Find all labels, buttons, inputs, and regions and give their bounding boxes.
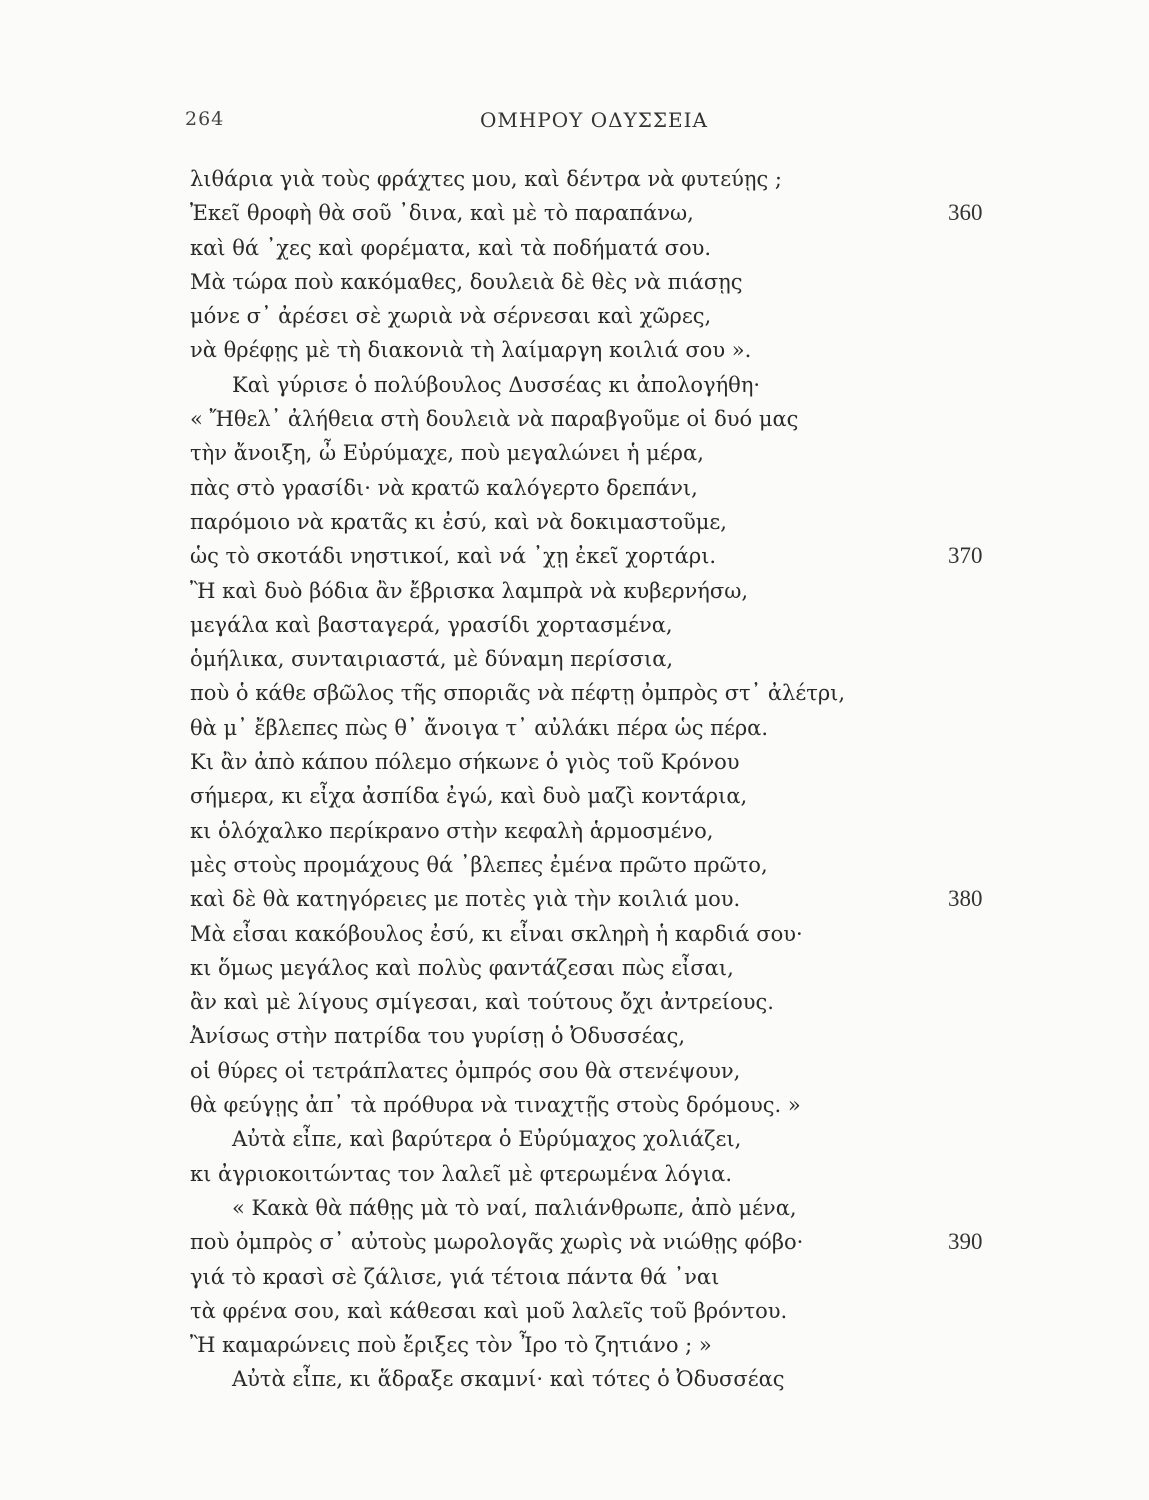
- verse-text: μόνε σ᾿ ἀρέσει σὲ χωριὰ νὰ σέρνεσαι καὶ χῶρες,: [190, 304, 712, 329]
- running-title: ΟΜΗΡΟΥ ΟΔΥΣΣΕΙΑ: [480, 108, 708, 132]
- verse-text: ποὺ ὀμπρὸς σ᾿ αὐτοὺς μωρολογᾶς χωρὶς νὰ νιώθῃς φόβο·: [190, 1230, 804, 1255]
- verse-text: ποὺ ὁ κάθε σβῶλος τῆς σποριᾶς νὰ πέφτῃ ὀμπρὸς στ᾿ ἀλέτρι,: [190, 681, 846, 706]
- verse-line: [0, 368, 1149, 402]
- verse-text: Αὐτὰ εἶπε, καὶ βαρύτερα ὁ Εὐρύμαχος χολιάζει,: [232, 1127, 742, 1152]
- verse-line: [0, 1362, 1149, 1396]
- page-header: [0, 108, 1149, 138]
- verse-line: [0, 1054, 1149, 1088]
- verse-text: οἱ θύρες οἱ τετράπλατες ὀμπρός σου θὰ στενέψουν,: [190, 1058, 741, 1083]
- verse-line: [0, 436, 1149, 470]
- verse-text: γιά τὸ κρασὶ σὲ ζάλισε, γιά τέτοια πάντα θά ᾿ναι: [190, 1264, 720, 1289]
- verse-line: [0, 196, 1149, 230]
- verse-text: πὰς στὸ γρασίδι· νὰ κρατῶ καλόγερτο δρεπάνι,: [190, 475, 698, 500]
- verse-text: « Κακὰ θὰ πάθῃς μὰ τὸ ναί, παλιάνθρωπε, ἀπὸ μένα,: [232, 1195, 797, 1220]
- page-number: 264: [185, 108, 225, 130]
- verse-line: [0, 333, 1149, 367]
- verse-text: μὲς στοὺς προμάχους θά ᾿βλεπες ἐμένα πρῶτο πρῶτο,: [190, 852, 768, 877]
- verse-line: [0, 1225, 1149, 1259]
- verse-text: τὴν ἄνοιξη, ὦ Εὐρύμαχε, ποὺ μεγαλώνει ἡ μέρα,: [190, 441, 704, 466]
- verse-line: [0, 779, 1149, 813]
- line-number: 370: [948, 543, 983, 569]
- verse-line: [0, 1157, 1149, 1191]
- verse-line: [0, 642, 1149, 676]
- verse-text: θὰ μ᾿ ἔβλεπες πὼς θ᾿ ἄνοιγα τ᾿ αὐλάκι πέρα ὡς πέρα.: [190, 715, 769, 740]
- verse-text: τὰ φρένα σου, καὶ κάθεσαι καὶ μοῦ λαλεῖς τοῦ βρόντου.: [190, 1298, 788, 1323]
- verse-text: Κι ἂν ἀπὸ κάπου πόλεμο σήκωνε ὁ γιὸς τοῦ Κρόνου: [190, 750, 740, 775]
- verse-text: καὶ θά ᾿χες καὶ φορέματα, καὶ τὰ ποδήματά σου.: [190, 235, 712, 260]
- verse-text: Ἐκεῖ θροφὴ θὰ σοῦ ᾿δινα, καὶ μὲ τὸ παραπάνω,: [190, 201, 694, 226]
- verse-line: [0, 985, 1149, 1019]
- verse-line: [0, 162, 1149, 196]
- verse-text: Αὐτὰ εἶπε, κι ἅδραξε σκαμνί· καὶ τότες ὁ Ὀδυσσέας: [232, 1367, 785, 1392]
- verse-text: ἂν καὶ μὲ λίγους σμίγεσαι, καὶ τούτους ὄχι ἀντρείους.: [190, 990, 774, 1015]
- verse-line: [0, 1260, 1149, 1294]
- verse-text: « Ἤθελ᾿ ἀλήθεια στὴ δουλειὰ νὰ παραβγοῦμε οἱ δυό μας: [190, 407, 799, 432]
- verse-text: ὡς τὸ σκοτάδι νηστικοί, καὶ νά ᾿χῃ ἐκεῖ χορτάρι.: [190, 544, 717, 569]
- verse-text: ὁμήλικα, συνταιριαστά, μὲ δύναμη περίσσια,: [190, 647, 674, 672]
- verse-line: [0, 676, 1149, 710]
- verse-line: [0, 1122, 1149, 1156]
- verse-line: [0, 539, 1149, 573]
- verse-line: [0, 917, 1149, 951]
- verse-line: [0, 608, 1149, 642]
- verse-line: [0, 745, 1149, 779]
- verse-text: κι ὅμως μεγάλος καὶ πολὺς φαντάζεσαι πὼς εἶσαι,: [190, 955, 734, 980]
- verse-line: [0, 402, 1149, 436]
- verse-line: [0, 1191, 1149, 1225]
- verse-line: [0, 231, 1149, 265]
- verse-text: Ἢ καὶ δυὸ βόδια ἂν ἔβρισκα λαμπρὰ νὰ κυβερνήσω,: [190, 578, 749, 603]
- verse-line: [0, 299, 1149, 333]
- verse-line: [0, 1088, 1149, 1122]
- verse-line: [0, 951, 1149, 985]
- verse-text: Ἀνίσως στὴν πατρίδα του γυρίσῃ ὁ Ὀδυσσέας,: [190, 1024, 686, 1049]
- verse-text: Ἢ καμαρώνεις ποὺ ἔριξες τὸν Ἶρο τὸ ζητιάνο ; »: [190, 1333, 712, 1358]
- verse-text: θὰ φεύγῃς ἀπ᾿ τὰ πρόθυρα νὰ τιναχτῇς στοὺς δρόμους. »: [190, 1093, 801, 1118]
- verse-text: Καὶ γύρισε ὁ πολύβουλος Δυσσέας κι ἀπολογήθη·: [232, 372, 761, 397]
- verse-text: Μὰ τώρα ποὺ κακόμαθες, δουλειὰ δὲ θὲς νὰ πιάσῃς: [190, 269, 743, 294]
- verse-line: [0, 505, 1149, 539]
- line-number: 380: [948, 886, 983, 912]
- verse-block: [0, 162, 1149, 1397]
- verse-line: [0, 711, 1149, 745]
- verse-text: λιθάρια γιὰ τοὺς φράχτες μου, καὶ δέντρα νὰ φυτεύῃς ;: [190, 167, 782, 191]
- verse-line: [0, 1019, 1149, 1053]
- verse-line: [0, 882, 1149, 916]
- verse-line: [0, 574, 1149, 608]
- verse-text: παρόμοιο νὰ κρατᾶς κι ἐσύ, καὶ νὰ δοκιμαστοῦμε,: [190, 509, 727, 534]
- line-number: 360: [948, 200, 983, 226]
- verse-line: [0, 265, 1149, 299]
- verse-line: [0, 1294, 1149, 1328]
- verse-text: μεγάλα καὶ βασταγερά, γρασίδι χορτασμένα,: [190, 612, 673, 637]
- verse-text: Μὰ εἶσαι κακόβουλος ἐσύ, κι εἶναι σκληρὴ ἡ καρδιά σου·: [190, 921, 803, 946]
- verse-line: [0, 1328, 1149, 1362]
- verse-line: [0, 471, 1149, 505]
- verse-text: κι ἀγριοκοιτώντας τον λαλεῖ μὲ φτερωμένα λόγια.: [190, 1161, 733, 1186]
- verse-text: καὶ δὲ θὰ κατηγόρειες με ποτὲς γιὰ τὴν κοιλιά μου.: [190, 887, 741, 912]
- verse-line: [0, 848, 1149, 882]
- verse-text: κι ὁλόχαλκο περίκρανο στὴν κεφαλὴ ἁρμοσμένο,: [190, 818, 714, 843]
- line-number: 390: [948, 1229, 983, 1255]
- verse-text: σήμερα, κι εἶχα ἀσπίδα ἐγώ, καὶ δυὸ μαζὶ κοντάρια,: [190, 784, 748, 809]
- verse-text: νὰ θρέφῃς μὲ τὴ διακονιὰ τὴ λαίμαργη κοιλιά σου ».: [190, 338, 752, 363]
- verse-line: [0, 814, 1149, 848]
